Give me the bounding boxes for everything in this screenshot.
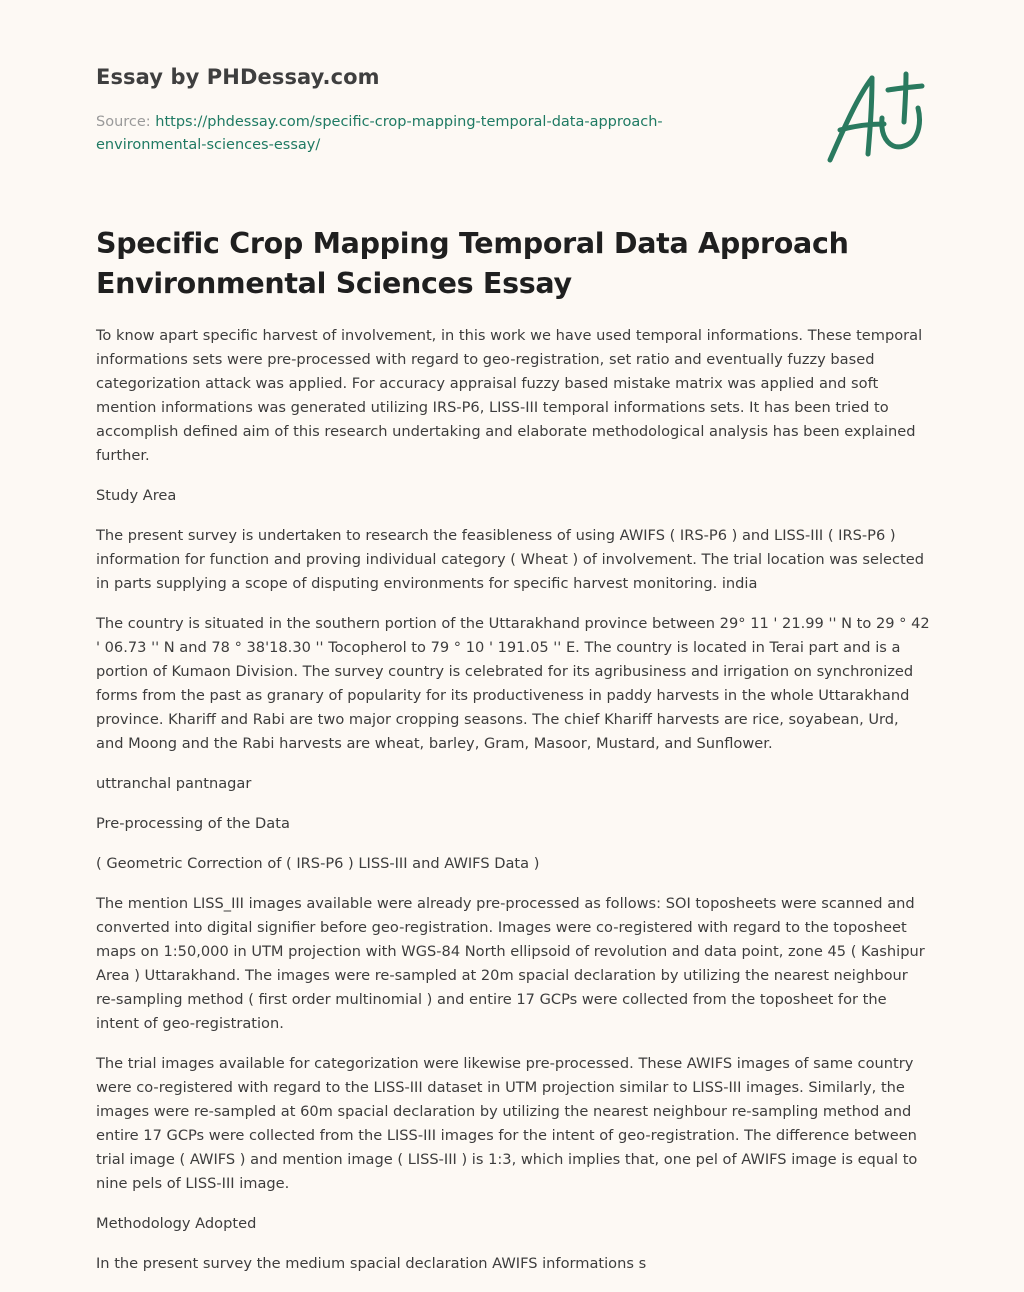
- paragraph: To know apart specific harvest of involvement, in this work we have used temporal informations. These temporal informations sets were pre-processed with regard to geo-registration, set ratio and eventually fuzzy based categorization attack was applied. For accuracy appraisal fuzzy based mistake matrix was applied and soft mention informations was generated utilizing IRS-P6, LISS-III temporal informations sets. It has been tried to accomplish defined aim of this research undertaking and elaborate methodological analysis has been explained further.: [96, 327, 923, 464]
- paragraph: The mention LISS_III images available were already pre-processed as follows: SOI toposheets were scanned and converted into digital signifier before geo-registration. Images were co-registered with regard to the toposheet maps on 1:50,000 in UTM projection with WGS-84 North ellipsoid of revolution and data point, zone 45 ( Kashipur Area ) Uttarakhand. The images were re-sampled at 20m spacial declaration by utilizing the nearest neighbour re-sampling method ( first order multinomial ) and entire 17 GCPs were collected from the toposheet for the intent of geo-registration.: [96, 895, 925, 1032]
- paragraph: The trial images available for categorization were likewise pre-processed. These AWIFS images of same country were co-registered with regard to the LISS-III dataset in UTM projection similar to LISS-III images. Similarly, the images were re-sampled at 60m spacial declaration by utilizing the nearest neighbour re-sampling method and entire 17 GCPs were collected from the LISS-III images for the intent of geo-registration. The difference between trial image ( AWIFS ) and mention image ( LISS-III ) is 1:3, which implies that, one pel of AWIFS image is equal to nine pels of LISS-III image.: [96, 1055, 918, 1192]
- source-line: [96, 111, 736, 157]
- source-label: Source:: [96, 114, 156, 130]
- a-plus-logo-icon: [822, 68, 932, 168]
- paragraph: The present survey is undertaken to research the feasibleness of using AWIFS ( IRS-P6 ) and LISS-III ( IRS-P6 ) information for function and proving individual category ( Wheat ) of involvement. The trial location was selected in parts supplying a scope of disputing environments for specific harvest monitoring. india: [96, 527, 925, 592]
- essay-title: Specific Crop Mapping Temporal Data Approach Environmental Sciences Essay: [96, 227, 849, 300]
- paragraph: The country is situated in the southern portion of the Uttarakhand province between 29° 11 ' 21.99 '' N to 29 ° 42 ' 06.73 '' N and 78 ° 38'18.30 '' Tocopherol to 79 ° 10 ' 191.05 '' E. The country is located in Terai part and is a portion of Kumaon Division. The survey country is celebrated for its agribusiness and irrigation on synchronized forms from the past as granary of popularity for its productiveness in paddy harvests in the whole Uttarakhand province. Khariff and Rabi are two major cropping seasons. The chief Khariff harvests are rice, soyabean, Urd, and Moong and the Rabi harvests are wheat, barley, Gram, Masoor, Mustard, and Sunflower.: [96, 615, 930, 752]
- paragraph: In the present survey the medium spacial declaration AWIFS informations s: [96, 1255, 647, 1272]
- section-heading: Methodology Adopted: [96, 1215, 257, 1232]
- section-heading: Study Area: [96, 487, 177, 504]
- paragraph: uttranchal pantnagar: [96, 775, 252, 792]
- site-brand: Essay by PHDessay.com: [96, 65, 380, 89]
- essay-body: [96, 324, 930, 1292]
- source-link[interactable]: https://phdessay.com/specific-crop-mapping-temporal-data-approach-environmental-sciences-essay/: [96, 114, 663, 153]
- paragraph: ( Geometric Correction of ( IRS-P6 ) LISS-III and AWIFS Data ): [96, 855, 540, 872]
- section-heading: Pre-processing of the Data: [96, 815, 290, 832]
